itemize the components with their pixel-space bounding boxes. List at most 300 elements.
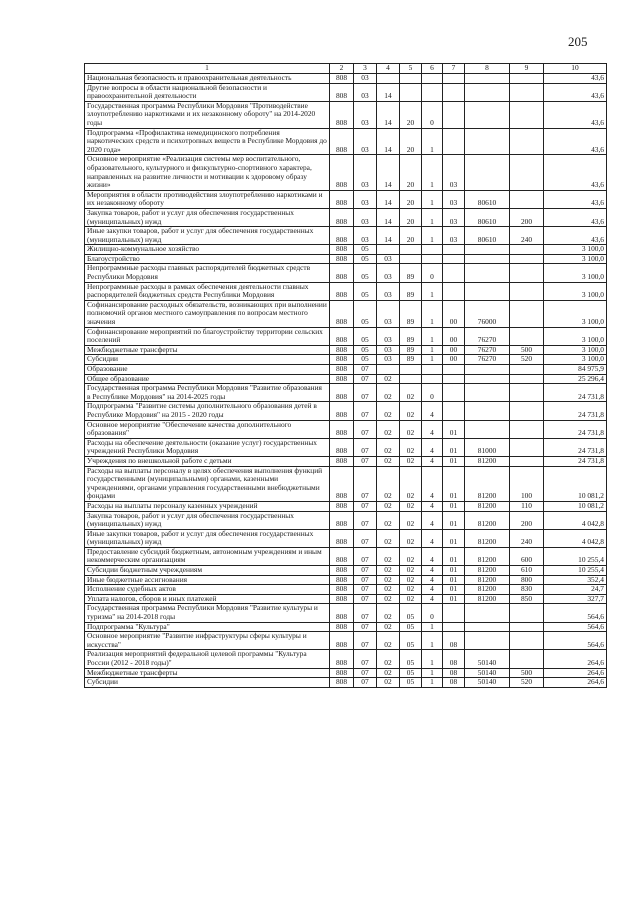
code-cell [510,83,544,101]
code-cell [510,74,544,84]
code-cell: 05 [354,355,377,365]
amount-cell: 43,6 [544,83,607,101]
row-name-cell: Субсидии [85,678,330,688]
code-cell: 02 [377,632,400,650]
code-cell [377,74,400,84]
code-cell: 07 [354,668,377,678]
code-cell: 14 [377,190,400,208]
code-cell: 07 [354,622,377,632]
code-cell: 02 [377,566,400,576]
code-cell: 81200 [465,547,510,565]
code-cell: 07 [354,365,377,375]
amount-cell: 24 731,8 [544,420,607,438]
table-row [85,74,607,84]
code-cell: 808 [330,511,354,529]
code-cell: 81200 [465,594,510,604]
code-cell: 07 [354,466,377,501]
table-row [85,327,607,345]
code-cell: 808 [330,374,354,384]
code-cell: 830 [510,585,544,595]
table-row [85,155,607,190]
code-cell: 808 [330,668,354,678]
code-cell: 81200 [465,501,510,511]
code-cell: 07 [354,501,377,511]
code-cell [400,374,422,384]
code-cell: 02 [400,402,422,420]
amount-cell: 10 081,2 [544,501,607,511]
amount-cell: 43,6 [544,208,607,226]
code-cell [465,632,510,650]
code-cell: 02 [400,575,422,585]
code-cell: 01 [443,529,465,547]
code-cell: 03 [377,282,400,300]
code-cell: 03 [354,74,377,84]
header-row [85,64,607,74]
table-row [85,282,607,300]
code-cell: 01 [443,547,465,565]
row-name-cell: Подпрограмма "Культура" [85,622,330,632]
code-cell: 50140 [465,650,510,668]
amount-cell: 3 100,0 [544,254,607,264]
row-name-cell: Жилищно-коммунальное хозяйство [85,245,330,255]
code-cell: 07 [354,511,377,529]
code-cell: 03 [354,83,377,101]
code-cell: 4 [422,529,443,547]
code-cell: 05 [354,327,377,345]
code-cell: 03 [443,227,465,245]
table-row [85,547,607,565]
code-cell: 1 [422,190,443,208]
code-cell: 81200 [465,566,510,576]
code-cell: 808 [330,622,354,632]
code-cell [510,604,544,622]
code-cell: 03 [443,190,465,208]
code-cell [443,374,465,384]
code-cell: 76270 [465,355,510,365]
code-cell: 02 [377,384,400,402]
code-cell: 05 [400,622,422,632]
code-cell: 20 [400,208,422,226]
code-cell: 14 [377,128,400,155]
row-name-cell: Мероприятия в области противодействия злоупотреблению наркотиками и их незаконному обороту [85,190,330,208]
code-cell: 808 [330,300,354,327]
code-cell: 89 [400,327,422,345]
code-cell [510,420,544,438]
table-row [85,632,607,650]
code-cell: 00 [443,345,465,355]
row-name-cell: Реализация мероприятий федеральной целевой программы "Культура России (2012 - 2018 годы)" [85,650,330,668]
code-cell: 07 [354,456,377,466]
code-cell: 4 [422,466,443,501]
code-cell: 81000 [465,438,510,456]
code-cell [443,74,465,84]
code-cell [510,254,544,264]
amount-cell: 264,6 [544,678,607,688]
code-cell: 05 [400,632,422,650]
table-row [85,128,607,155]
table-row [85,355,607,365]
amount-cell: 24 731,8 [544,456,607,466]
code-cell: 05 [400,604,422,622]
code-cell: 14 [377,83,400,101]
code-cell [443,384,465,402]
table-row [85,604,607,622]
code-cell: 808 [330,456,354,466]
table-row [85,227,607,245]
code-cell: 02 [377,466,400,501]
code-cell: 808 [330,585,354,595]
code-cell: 02 [377,604,400,622]
code-cell: 610 [510,566,544,576]
table-header [85,64,607,74]
amount-cell: 3 100,0 [544,264,607,282]
code-cell: 07 [354,420,377,438]
code-cell: 05 [400,678,422,688]
amount-cell: 564,6 [544,604,607,622]
table-row [85,345,607,355]
code-cell: 808 [330,632,354,650]
code-cell [400,365,422,375]
code-cell: 800 [510,575,544,585]
code-cell: 01 [443,566,465,576]
code-cell: 20 [400,155,422,190]
code-cell [510,101,544,128]
code-cell: 20 [400,190,422,208]
row-name-cell: Другие вопросы в области национальной безопасности и правоохранительной деятельности [85,83,330,101]
code-cell: 08 [443,678,465,688]
code-cell: 4 [422,511,443,529]
code-cell: 01 [443,456,465,466]
code-cell: 02 [377,585,400,595]
code-cell: 03 [443,208,465,226]
code-cell [510,300,544,327]
row-name-cell: Межбюджетные трансферты [85,668,330,678]
code-cell [400,254,422,264]
code-cell: 808 [330,83,354,101]
code-cell: 03 [354,227,377,245]
code-cell: 81200 [465,585,510,595]
code-cell [465,402,510,420]
code-cell [465,155,510,190]
code-cell: 808 [330,245,354,255]
code-cell: 03 [354,101,377,128]
code-cell: 05 [354,264,377,282]
code-cell: 89 [400,300,422,327]
amount-cell: 564,6 [544,622,607,632]
table-row [85,254,607,264]
code-cell [510,282,544,300]
code-cell [443,254,465,264]
page-number: 205 [568,34,588,49]
code-cell: 02 [377,650,400,668]
code-cell: 200 [510,208,544,226]
code-cell: 03 [377,254,400,264]
code-cell: 01 [443,420,465,438]
code-cell [510,650,544,668]
table-row [85,456,607,466]
code-cell: 02 [377,374,400,384]
code-cell [510,264,544,282]
code-cell: 08 [443,650,465,668]
code-cell: 01 [443,575,465,585]
table-row [85,190,607,208]
code-cell: 1 [422,345,443,355]
row-name-cell: Непрограммные расходы главных распорядителей бюджетных средств Республики Мордовия [85,264,330,282]
code-cell: 808 [330,384,354,402]
code-cell: 01 [443,594,465,604]
code-cell: 02 [377,547,400,565]
row-name-cell: Непрограммные расходы в рамках обеспечения деятельности главных распорядителей бюджетных средств Республики Мордовия [85,282,330,300]
row-name-cell: Уплата налогов, сборов и иных платежей [85,594,330,604]
row-name-cell: Учреждения по внешкольной работе с детьми [85,456,330,466]
code-cell: 14 [377,208,400,226]
column-header: 9 [510,64,544,74]
code-cell: 808 [330,594,354,604]
row-name-cell: Государственная программа Республики Мордовия "Развитие культуры и туризма" на 2014-2018 годы [85,604,330,622]
code-cell: 50140 [465,678,510,688]
table-row [85,501,607,511]
table-row [85,575,607,585]
code-cell [443,83,465,101]
code-cell: 00 [443,327,465,345]
code-cell: 02 [377,594,400,604]
code-cell [443,282,465,300]
code-cell: 0 [422,264,443,282]
row-name-cell: Субсидии бюджетным учреждениям [85,566,330,576]
row-name-cell: Расходы на выплаты персоналу в целях обеспечения выполнения функций государственными (муниципальными) органами, казенными учреждениями, органами управления государственными внебюджетными фондами [85,466,330,501]
code-cell: 1 [422,128,443,155]
code-cell: 02 [377,529,400,547]
code-cell [510,128,544,155]
code-cell: 01 [443,438,465,456]
code-cell [510,622,544,632]
amount-cell: 3 100,0 [544,245,607,255]
table-row [85,668,607,678]
code-cell: 500 [510,345,544,355]
code-cell: 81200 [465,529,510,547]
code-cell: 1 [422,678,443,688]
row-name-cell: Предоставление субсидий бюджетным, автономным учреждениям и иным некоммерческим организациям [85,547,330,565]
code-cell: 1 [422,208,443,226]
code-cell: 14 [377,227,400,245]
code-cell: 03 [354,208,377,226]
amount-cell: 24 731,8 [544,438,607,456]
column-header: 10 [544,64,607,74]
code-cell [400,245,422,255]
code-cell: 07 [354,438,377,456]
code-cell: 89 [400,264,422,282]
code-cell: 808 [330,547,354,565]
code-cell: 808 [330,345,354,355]
code-cell: 02 [377,420,400,438]
code-cell [510,365,544,375]
code-cell [465,420,510,438]
row-name-cell: Основное мероприятие "Обеспечение качества дополнительного образования" [85,420,330,438]
column-header: 6 [422,64,443,74]
code-cell: 240 [510,529,544,547]
code-cell: 4 [422,402,443,420]
code-cell: 02 [377,575,400,585]
code-cell: 0 [422,604,443,622]
code-cell: 80610 [465,227,510,245]
code-cell: 1 [422,327,443,345]
code-cell: 07 [354,402,377,420]
amount-cell: 264,6 [544,650,607,668]
row-name-cell: Подпрограмма "Развитие системы дополнительного образования детей в Республике Мордовия" на 2015 - 2020 годы [85,402,330,420]
code-cell: 80610 [465,208,510,226]
code-cell: 200 [510,511,544,529]
code-cell [422,245,443,255]
code-cell: 808 [330,327,354,345]
code-cell: 07 [354,604,377,622]
code-cell: 02 [400,456,422,466]
code-cell: 808 [330,282,354,300]
code-cell: 05 [354,282,377,300]
code-cell: 850 [510,594,544,604]
code-cell: 808 [330,101,354,128]
code-cell: 240 [510,227,544,245]
table-row [85,585,607,595]
code-cell: 02 [400,384,422,402]
code-cell [510,456,544,466]
table-row [85,384,607,402]
code-cell: 20 [400,128,422,155]
row-name-cell: Закупка товаров, работ и услуг для обеспечения государственных (муниципальных) нужд [85,208,330,226]
code-cell: 1 [422,227,443,245]
code-cell [443,402,465,420]
code-cell: 1 [422,632,443,650]
code-cell: 03 [354,190,377,208]
code-cell: 76270 [465,327,510,345]
code-cell: 1 [422,155,443,190]
code-cell [400,74,422,84]
code-cell: 02 [400,466,422,501]
code-cell: 00 [443,355,465,365]
code-cell [465,604,510,622]
code-cell: 808 [330,402,354,420]
code-cell [422,83,443,101]
amount-cell: 264,6 [544,668,607,678]
amount-cell: 10 255,4 [544,566,607,576]
table-body [85,74,607,688]
code-cell [443,101,465,128]
code-cell: 4 [422,438,443,456]
row-name-cell: Иные бюджетные ассигнования [85,575,330,585]
code-cell [443,604,465,622]
code-cell [400,83,422,101]
code-cell [443,365,465,375]
amount-cell: 25 296,4 [544,374,607,384]
code-cell: 808 [330,566,354,576]
code-cell: 05 [354,254,377,264]
amount-cell: 24 731,8 [544,402,607,420]
code-cell [510,374,544,384]
code-cell: 4 [422,585,443,595]
amount-cell: 43,6 [544,227,607,245]
row-name-cell: Государственная программа Республики Мордовия "Противодействие злоупотреблению наркотиками и их незаконному обороту" на 2014-2020 годы [85,101,330,128]
code-cell: 600 [510,547,544,565]
amount-cell: 3 100,0 [544,345,607,355]
row-name-cell: Иные закупки товаров, работ и услуг для обеспечения государственных (муниципальных) нужд [85,529,330,547]
code-cell: 07 [354,594,377,604]
code-cell: 808 [330,355,354,365]
table-row [85,374,607,384]
code-cell: 0 [422,384,443,402]
code-cell: 808 [330,190,354,208]
code-cell [510,190,544,208]
code-cell: 05 [354,300,377,327]
code-cell: 4 [422,547,443,565]
code-cell: 01 [443,501,465,511]
row-name-cell: Основное мероприятие "Развитие инфраструктуры сферы культуры и искусства" [85,632,330,650]
code-cell: 520 [510,678,544,688]
code-cell: 05 [400,650,422,668]
row-name-cell: Межбюджетные трансферты [85,345,330,355]
row-name-cell: Субсидии [85,355,330,365]
code-cell: 4 [422,456,443,466]
table-row [85,650,607,668]
code-cell [443,128,465,155]
table-row [85,566,607,576]
table-row [85,594,607,604]
code-cell [465,83,510,101]
code-cell: 808 [330,466,354,501]
code-cell: 14 [377,155,400,190]
code-cell: 05 [354,345,377,355]
amount-cell: 327,7 [544,594,607,604]
code-cell: 808 [330,678,354,688]
row-name-cell: Основное мероприятие «Реализация системы мер воспитательного, образовательного, культурного и физкультурно-спортивного характера, направленных на развитие личности и мотивации к здоровому образу жизни» [85,155,330,190]
code-cell [422,365,443,375]
code-cell: 100 [510,466,544,501]
code-cell: 89 [400,282,422,300]
amount-cell: 352,4 [544,575,607,585]
code-cell: 02 [377,678,400,688]
code-cell [443,264,465,282]
code-cell [465,374,510,384]
code-cell: 20 [400,227,422,245]
code-cell [422,374,443,384]
code-cell: 03 [443,155,465,190]
code-cell: 03 [354,155,377,190]
column-header: 4 [377,64,400,74]
amount-cell: 4 042,8 [544,529,607,547]
code-cell: 03 [377,300,400,327]
code-cell [465,254,510,264]
code-cell: 1 [422,668,443,678]
code-cell: 01 [443,466,465,501]
row-name-cell: Национальная безопасность и правоохранительная деятельность [85,74,330,84]
row-name-cell: Софинансирование мероприятий по благоустройству территории сельских поселений [85,327,330,345]
code-cell: 02 [400,438,422,456]
code-cell: 02 [377,501,400,511]
code-cell: 02 [400,529,422,547]
code-cell: 02 [377,438,400,456]
code-cell: 4 [422,566,443,576]
code-cell: 808 [330,604,354,622]
code-cell: 07 [354,632,377,650]
code-cell [510,438,544,456]
row-name-cell: Общее образование [85,374,330,384]
code-cell: 02 [400,420,422,438]
table-row [85,402,607,420]
code-cell: 808 [330,438,354,456]
code-cell: 03 [354,128,377,155]
table-row [85,245,607,255]
code-cell [443,622,465,632]
code-cell: 20 [400,101,422,128]
code-cell: 1 [422,355,443,365]
